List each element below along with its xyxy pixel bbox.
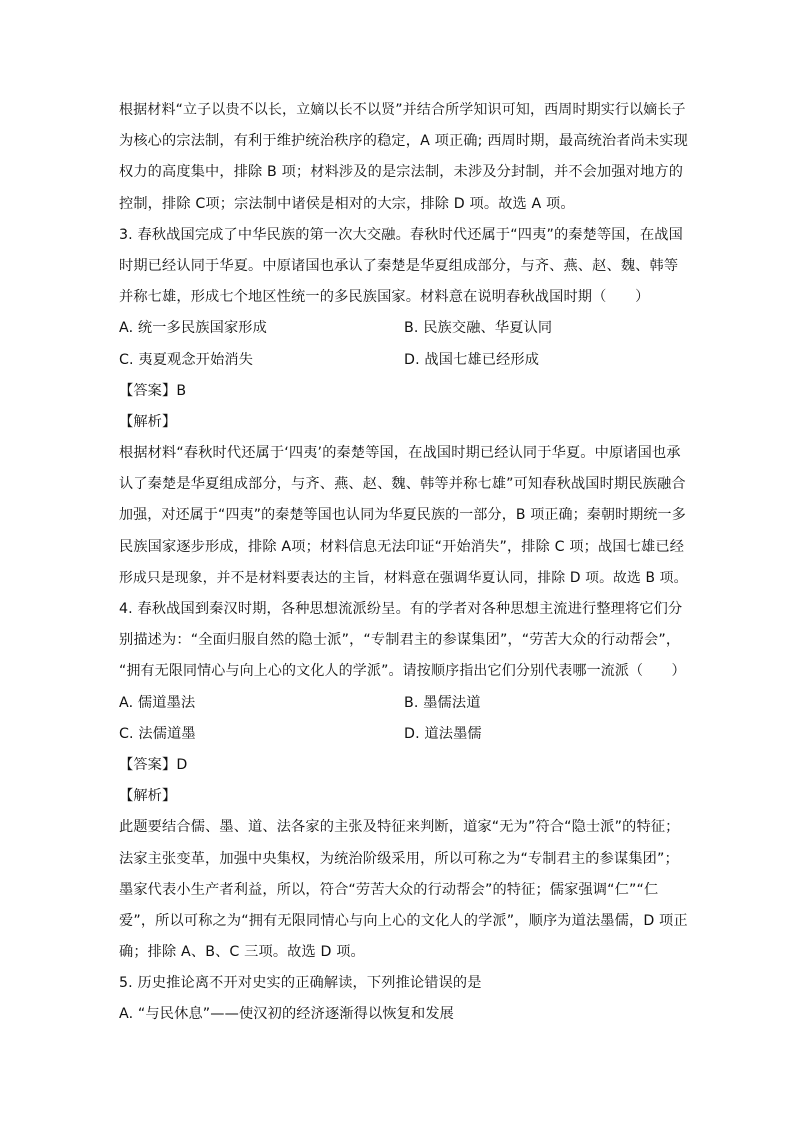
analysis-line: 法家主张变革，加强中央集权，为统治阶级采用，所以可称之为“专制君主的参谋集团”； (119, 850, 679, 867)
option-a: A. “与民休息”——使汉初的经济逐渐得以恢复和发展 (119, 1006, 455, 1023)
option-d: D. 战国七雄已经形成 (404, 351, 540, 368)
option-c: C. 法儒道墨 (119, 725, 196, 742)
option-b: B. 墨儒法道 (404, 694, 481, 711)
page-content (119, 95, 689, 1031)
analysis-line: 根据材料“春秋时代还属于‘四夷’的秦楚等国，在战国时期已经认同于华夏。中原诸国也承 (119, 445, 681, 462)
option-a: A. 儒道墨法 (119, 694, 196, 711)
analysis-line: 加强，对还属于“四夷”的秦楚等国也认同为华夏民族的一部分，B 项正确；秦朝时期统一多 (119, 507, 686, 524)
answer-label: 【答案】B (119, 382, 187, 399)
question-stem-line: 时期已经认同于华夏。中原诸国也承认了秦楚是华夏组成部分，与齐、燕、赵、魏、韩等 (119, 257, 679, 274)
options-row (119, 313, 689, 344)
question-3 (119, 220, 689, 594)
question-stem-line: 3. 春秋战国完成了中华民族的第一次大交融。春秋时代还属于“四夷”的秦楚等国，在战国 (119, 226, 683, 243)
analysis-label: 【解析】 (119, 413, 177, 430)
q2-analysis (119, 95, 689, 220)
analysis-line: 民族国家逐步形成，排除 A项；材料信息无法印证“开始消失”，排除 C 项；战国七雄已经 (119, 538, 685, 555)
question-5 (119, 968, 689, 1030)
analysis-line: 爱”，所以可称之为“拥有无限同情心与向上心的文化人的学派”，顺序为道法墨儒，D 项正 (119, 912, 688, 929)
question-stem-line: “拥有无限同情心与向上心的文化人的学派”。请按顺序指出它们分别代表哪一流派（ ） (119, 663, 686, 680)
question-stem-line: 5. 历史推论离不开对史实的正确解读，下列推论错误的是 (119, 975, 482, 992)
text-line: 权力的高度集中，排除 B 项；材料涉及的是宗法制，未涉及分封制，并不会加强对地方的 (119, 164, 684, 181)
analysis-line: 此题要结合儒、墨、道、法各家的主张及特征来判断，道家“无为”符合“隐士派”的特征； (119, 819, 680, 836)
text-line: 控制，排除 C项；宗法制中诸侯是相对的大宗，排除 D 项。故选 A 项。 (119, 195, 575, 212)
option-b: B. 民族交融、华夏认同 (404, 320, 553, 337)
analysis-line: 认了秦楚是华夏组成部分，与齐、燕、赵、魏、韩等并称七雄”可知春秋战国时期民族融合 (119, 476, 686, 493)
text-line: 为核心的宗法制，有利于维护统治秩序的稳定，A 项正确; 西周时期，最高统治者尚未实现 (119, 133, 688, 150)
analysis-line: 墨家代表小生产者利益，所以，符合“劳苦大众的行动帮会”的特征；儒家强调“仁”“仁 (119, 881, 659, 898)
question-stem-line: 别描述为：“全面归服自然的隐士派”，“专制君主的参谋集团”，“劳苦大众的行动帮会”， (119, 632, 681, 649)
options-row (119, 688, 689, 719)
text-line: 根据材料“立子以贵不以长，立嫡以长不以贤”并结合所学知识可知，西周时期实行以嫡长子 (119, 102, 686, 118)
question-stem-line: 4. 春秋战国到秦汉时期，各种思想流派纷呈。有的学者对各种思想主流进行整理将它们分 (119, 601, 683, 617)
analysis-label: 【解析】 (119, 788, 177, 805)
options-row (119, 719, 689, 750)
option-d: D. 道法墨儒 (404, 725, 482, 742)
question-stem-line: 并称七雄，形成七个地区性统一的多民族国家。材料意在说明春秋战国时期（ ） (119, 289, 650, 306)
analysis-line: 形成只是现象，并不是材料要表达的主旨，材料意在强调华夏认同，排除 D 项。故选 B 项。 (119, 569, 688, 586)
question-4 (119, 594, 689, 968)
analysis-line: 确；排除 A、B、C 三项。故选 D 项。 (119, 944, 365, 961)
option-a: A. 统一多民族国家形成 (119, 320, 267, 337)
options-row (119, 345, 689, 376)
answer-label: 【答案】D (119, 756, 188, 773)
option-c: C. 夷夏观念开始消失 (119, 351, 254, 368)
